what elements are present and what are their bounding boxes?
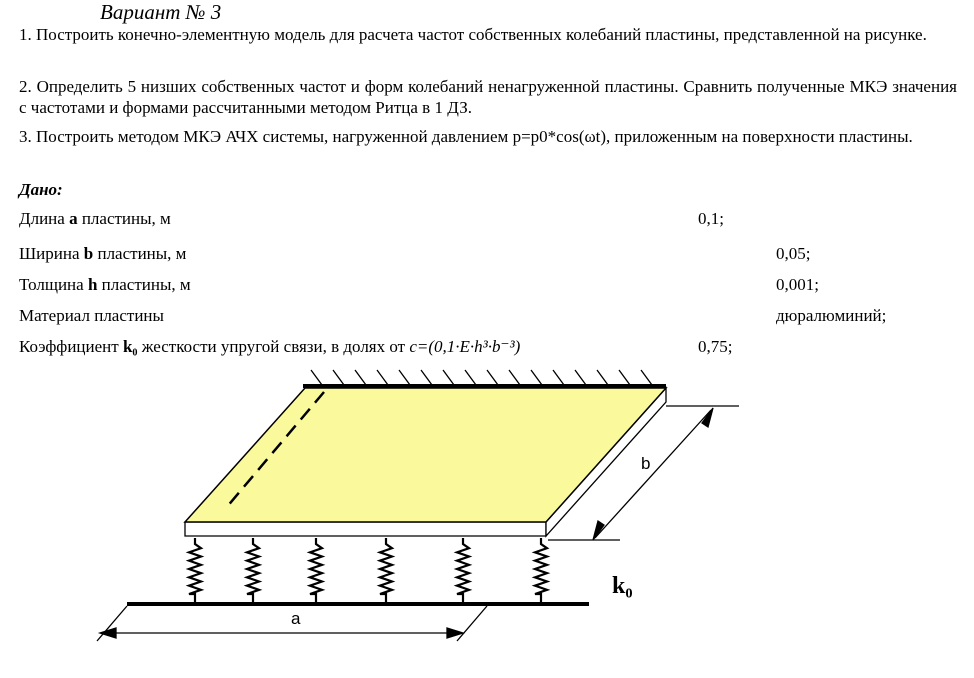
spring-icon (535, 538, 547, 602)
spring-icon (457, 538, 469, 602)
springs-group (189, 538, 547, 602)
param-material-value: дюралюминий; (776, 306, 887, 325)
label-k0: k₀ (612, 573, 633, 599)
param-text: пластины, м (93, 244, 187, 263)
spring-icon (189, 538, 201, 602)
spring-icon (380, 538, 392, 602)
param-text: пластины, м (77, 209, 171, 228)
param-symbol: a (69, 209, 78, 228)
param-text: Ширина (19, 244, 84, 263)
param-text: Толщина (19, 275, 88, 294)
task-1: 1. Построить конечно-элементную модель для расчета частот собственных колебаний пластины, представленной на рисунке. (19, 25, 927, 44)
label-b: b (641, 454, 651, 473)
spring-icon (310, 538, 322, 602)
plate-front-edge (185, 522, 546, 536)
stiffness-formula: c=(0,1·E·h³·b⁻³) (409, 337, 521, 356)
given-heading: Дано: (19, 180, 63, 199)
param-symbol: b (83, 244, 94, 263)
param-text: жесткости упругой связи, в долях от (137, 337, 410, 356)
param-width-value: 0,05; (776, 244, 811, 263)
spring-icon (247, 538, 259, 602)
task-3: 3. Построить методом МКЭ АЧХ системы, нагруженной давлением p=p0*cos(ωt), приложенным на поверхности пластины. (19, 127, 913, 146)
param-length-value: 0,1; (698, 209, 724, 228)
param-text: пластины, м (97, 275, 191, 294)
param-stiffness-value: 0,75; (698, 337, 733, 356)
param-text: Материал пластины (19, 306, 164, 325)
label-a: a (291, 609, 301, 628)
param-symbol: k₀ (122, 337, 138, 356)
variant-title: Вариант № 3 (100, 0, 222, 24)
param-thickness-value: 0,001; (776, 275, 819, 294)
param-text: Длина (19, 209, 70, 228)
param-symbol: h (87, 275, 98, 294)
param-text: Коэффициент (19, 337, 123, 356)
clamp-hatching (311, 370, 652, 385)
task-2: 2. Определить 5 низших собственных частот и форм колебаний ненагруженной пластины. Сравнить полученные МКЭ значения с частотами и формами рассчитанными методом Ритца в 1 ДЗ. (19, 77, 957, 117)
plate-top-surface (185, 388, 666, 522)
